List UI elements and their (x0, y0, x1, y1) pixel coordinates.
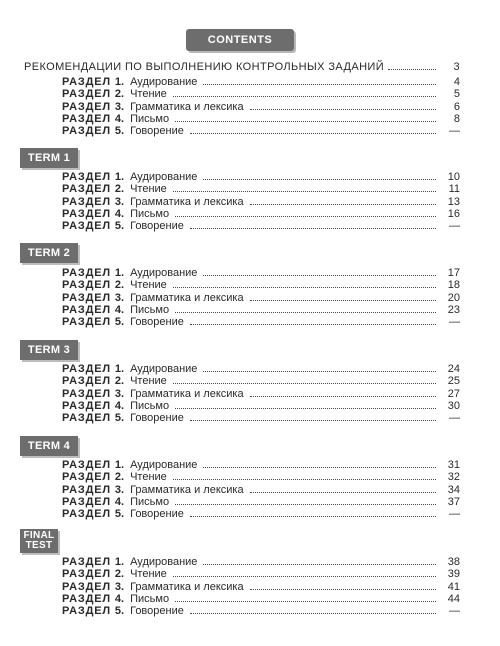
section-name: Письмо (130, 495, 170, 508)
leader-dots (173, 382, 436, 384)
toc-entry[interactable] (20, 375, 460, 387)
toc-entry[interactable] (20, 208, 460, 220)
section-number: 5. (114, 411, 125, 424)
section-number: 3. (114, 291, 125, 304)
section-label: РАЗДЕЛ (62, 303, 111, 316)
toc-entry[interactable] (20, 387, 460, 399)
page-number: 11 (448, 183, 460, 196)
section-number: 1. (114, 267, 125, 280)
leader-dots (190, 612, 436, 614)
toc-entry[interactable] (20, 605, 460, 617)
leader-dots (190, 419, 436, 421)
leader-dots (203, 466, 436, 468)
page-number: 41 (447, 580, 460, 593)
section-label: РАЗДЕЛ (62, 495, 111, 508)
page-number: — (449, 124, 460, 137)
section-name: Письмо (130, 592, 170, 605)
section-label: РАЗДЕЛ (62, 183, 111, 196)
leader-dots (175, 215, 436, 217)
contents-heading: CONTENTS (186, 29, 294, 51)
section-number: 1. (114, 363, 125, 376)
section-label: РАЗДЕЛ (62, 568, 111, 581)
intro-row[interactable] (24, 57, 460, 73)
section-name: Грамматика и лексика (130, 100, 244, 113)
section-number: 4. (114, 495, 125, 508)
leader-dots (175, 311, 436, 313)
section-name: Чтение (130, 375, 167, 388)
page-number: 20 (447, 291, 460, 304)
toc-section (20, 171, 460, 232)
page-number: 32 (447, 471, 460, 484)
section-number: 5. (114, 124, 125, 137)
leader-dots (173, 575, 436, 577)
page-number: 10 (447, 171, 460, 184)
section-number: 2. (114, 279, 125, 292)
section-number: 5. (114, 315, 125, 328)
section-name: Говорение (130, 124, 184, 137)
toc-entry[interactable] (20, 556, 460, 568)
section-number: 3. (114, 580, 125, 593)
section-name: Грамматика и лексика (130, 195, 244, 208)
toc-entry[interactable] (20, 363, 460, 375)
toc-entry[interactable] (20, 100, 460, 112)
section-number: 1. (114, 556, 125, 569)
toc-entry[interactable] (20, 508, 460, 520)
toc-entry[interactable] (20, 496, 460, 508)
section-name: Говорение (130, 219, 184, 232)
section-number: 5. (114, 604, 125, 617)
toc-entry[interactable] (20, 125, 460, 137)
toc-entry[interactable] (20, 304, 460, 316)
section-name: Чтение (130, 279, 167, 292)
section-label: РАЗДЕЛ (62, 399, 111, 412)
section-name: Чтение (130, 183, 167, 196)
section-label: РАЗДЕЛ (62, 459, 111, 472)
section-label: РАЗДЕЛ (62, 195, 111, 208)
section-number: 3. (114, 100, 125, 113)
leader-dots (203, 274, 436, 276)
leader-dots (175, 503, 436, 505)
page-number: 13 (447, 195, 460, 208)
leader-dots (173, 286, 436, 288)
toc-entry[interactable] (20, 76, 460, 88)
page-number: 4 (453, 76, 460, 89)
section-label: РАЗДЕЛ (62, 604, 111, 617)
toc-entry[interactable] (20, 171, 460, 183)
section-name: Аудирование (130, 76, 198, 89)
page-number: — (449, 507, 460, 520)
toc-entry[interactable] (20, 568, 460, 580)
section-label: РАЗДЕЛ (62, 375, 111, 388)
page-number: 24 (447, 363, 460, 376)
leader-dots (173, 190, 436, 192)
section-name: Говорение (130, 507, 184, 520)
toc-entry[interactable] (20, 267, 460, 279)
section-number: 1. (114, 76, 125, 89)
section-label: РАЗДЕЛ (62, 556, 111, 569)
toc-entry[interactable] (20, 113, 460, 125)
section-number: 1. (114, 459, 125, 472)
leader-dots (250, 203, 436, 205)
leader-dots (173, 478, 436, 480)
leader-dots (250, 108, 436, 110)
section-label: РАЗДЕЛ (62, 124, 111, 137)
term-3-badge: TERM 3 (20, 340, 78, 360)
page-number: 44 (447, 592, 460, 605)
section-name: Говорение (130, 411, 184, 424)
toc-entry[interactable] (20, 412, 460, 424)
page-number: — (449, 219, 460, 232)
final-test-badge: FINAL TEST (20, 529, 58, 553)
page-number: 31 (447, 459, 460, 472)
page-number: — (449, 315, 460, 328)
section-number: 1. (114, 171, 125, 184)
section-name: Говорение (130, 604, 184, 617)
page-number: 17 (447, 267, 460, 280)
leader-dots (250, 491, 436, 493)
section-name: Аудирование (130, 459, 198, 472)
leader-dots (190, 227, 436, 229)
page-number: 34 (447, 483, 460, 496)
section-label: РАЗДЕЛ (62, 592, 111, 605)
toc-entry[interactable] (20, 279, 460, 291)
toc-section (20, 556, 460, 617)
leader-dots (203, 370, 436, 372)
leader-dots (190, 132, 436, 134)
section-number: 5. (114, 219, 125, 232)
section-label: РАЗДЕЛ (62, 279, 111, 292)
page-number: 25 (447, 375, 460, 388)
section-name: Грамматика и лексика (130, 483, 244, 496)
section-number: 2. (114, 88, 125, 101)
page-number: 39 (447, 568, 460, 581)
section-number: 3. (114, 483, 125, 496)
section-label: РАЗДЕЛ (62, 471, 111, 484)
toc-entry[interactable] (20, 483, 460, 495)
toc-section (20, 267, 460, 328)
toc-entry[interactable] (20, 183, 460, 195)
section-label: РАЗДЕЛ (62, 387, 111, 400)
section-name: Письмо (130, 303, 170, 316)
toc-section (20, 459, 460, 520)
leader-dots (203, 178, 436, 180)
page-number: 27 (447, 387, 460, 400)
leader-dots (190, 323, 436, 325)
section-label: РАЗДЕЛ (62, 171, 111, 184)
section-name: Грамматика и лексика (130, 387, 244, 400)
toc-entry[interactable] (20, 459, 460, 471)
page-number: 23 (447, 303, 460, 316)
toc-entry[interactable] (20, 220, 460, 232)
toc-entry[interactable] (20, 88, 460, 100)
leader-dots (190, 515, 436, 517)
toc-entry[interactable] (20, 471, 460, 483)
section-label: РАЗДЕЛ (62, 267, 111, 280)
section-name: Аудирование (130, 267, 198, 280)
leader-dots (203, 83, 436, 85)
toc-entry[interactable] (20, 400, 460, 412)
section-number: 3. (114, 387, 125, 400)
leader-dots (203, 563, 436, 565)
toc-entry[interactable] (20, 580, 460, 592)
page-number: — (449, 411, 460, 424)
leader-dots (175, 120, 436, 122)
section-number: 2. (114, 183, 125, 196)
page-number: 38 (447, 556, 460, 569)
section-label: РАЗДЕЛ (62, 291, 111, 304)
section-label: РАЗДЕЛ (62, 207, 111, 220)
section-number: 4. (114, 303, 125, 316)
toc-entry[interactable] (20, 316, 460, 328)
section-name: Грамматика и лексика (130, 580, 244, 593)
section-label: РАЗДЕЛ (62, 315, 111, 328)
section-number: 4. (114, 592, 125, 605)
page-number: 37 (447, 495, 460, 508)
section-label: РАЗДЕЛ (62, 483, 111, 496)
section-label: РАЗДЕЛ (62, 580, 111, 593)
section-label: РАЗДЕЛ (62, 100, 111, 113)
term-2-badge: TERM 2 (20, 243, 78, 263)
leader-dots (388, 68, 436, 70)
section-name: Чтение (130, 88, 167, 101)
section-name: Письмо (130, 399, 170, 412)
section-label: РАЗДЕЛ (62, 112, 111, 125)
intro-page: 3 (453, 61, 460, 73)
section-name: Чтение (130, 568, 167, 581)
term-1-badge: TERM 1 (20, 148, 78, 168)
section-label: РАЗДЕЛ (62, 88, 111, 101)
section-label: РАЗДЕЛ (62, 507, 111, 520)
intro-label: РЕКОМЕНДАЦИИ ПО ВЫПОЛНЕНИЮ КОНТРОЛЬНЫХ ЗАДАНИЙ (24, 61, 385, 73)
section-number: 2. (114, 375, 125, 388)
section-name: Аудирование (130, 171, 198, 184)
section-number: 2. (114, 471, 125, 484)
section-name: Письмо (130, 207, 170, 220)
section-label: РАЗДЕЛ (62, 76, 111, 89)
toc-entry[interactable] (20, 195, 460, 207)
section-number: 4. (114, 112, 125, 125)
section-name: Аудирование (130, 556, 198, 569)
leader-dots (173, 95, 436, 97)
section-name: Письмо (130, 112, 170, 125)
page-number: 18 (447, 279, 460, 292)
section-name: Говорение (130, 315, 184, 328)
page-number: 8 (453, 112, 460, 125)
section-name: Чтение (130, 471, 167, 484)
leader-dots (250, 395, 436, 397)
section-name: Грамматика и лексика (130, 291, 244, 304)
leader-dots (175, 407, 436, 409)
section-label: РАЗДЕЛ (62, 219, 111, 232)
page-number: 30 (447, 399, 460, 412)
section-name: Аудирование (130, 363, 198, 376)
section-number: 3. (114, 195, 125, 208)
page-number: 6 (453, 100, 460, 113)
leader-dots (175, 600, 436, 602)
toc-entry[interactable] (20, 291, 460, 303)
section-label: РАЗДЕЛ (62, 363, 111, 376)
section-number: 2. (114, 568, 125, 581)
section-number: 4. (114, 399, 125, 412)
leader-dots (250, 588, 436, 590)
toc-section (20, 363, 460, 424)
leader-dots (250, 299, 436, 301)
page-number: 16 (447, 207, 460, 220)
page-number: — (449, 604, 460, 617)
page-number: 5 (453, 88, 460, 101)
section-number: 4. (114, 207, 125, 220)
toc-entry[interactable] (20, 593, 460, 605)
section-label: РАЗДЕЛ (62, 411, 111, 424)
section-number: 5. (114, 507, 125, 520)
toc-section (20, 76, 460, 137)
term-4-badge: TERM 4 (20, 436, 78, 456)
